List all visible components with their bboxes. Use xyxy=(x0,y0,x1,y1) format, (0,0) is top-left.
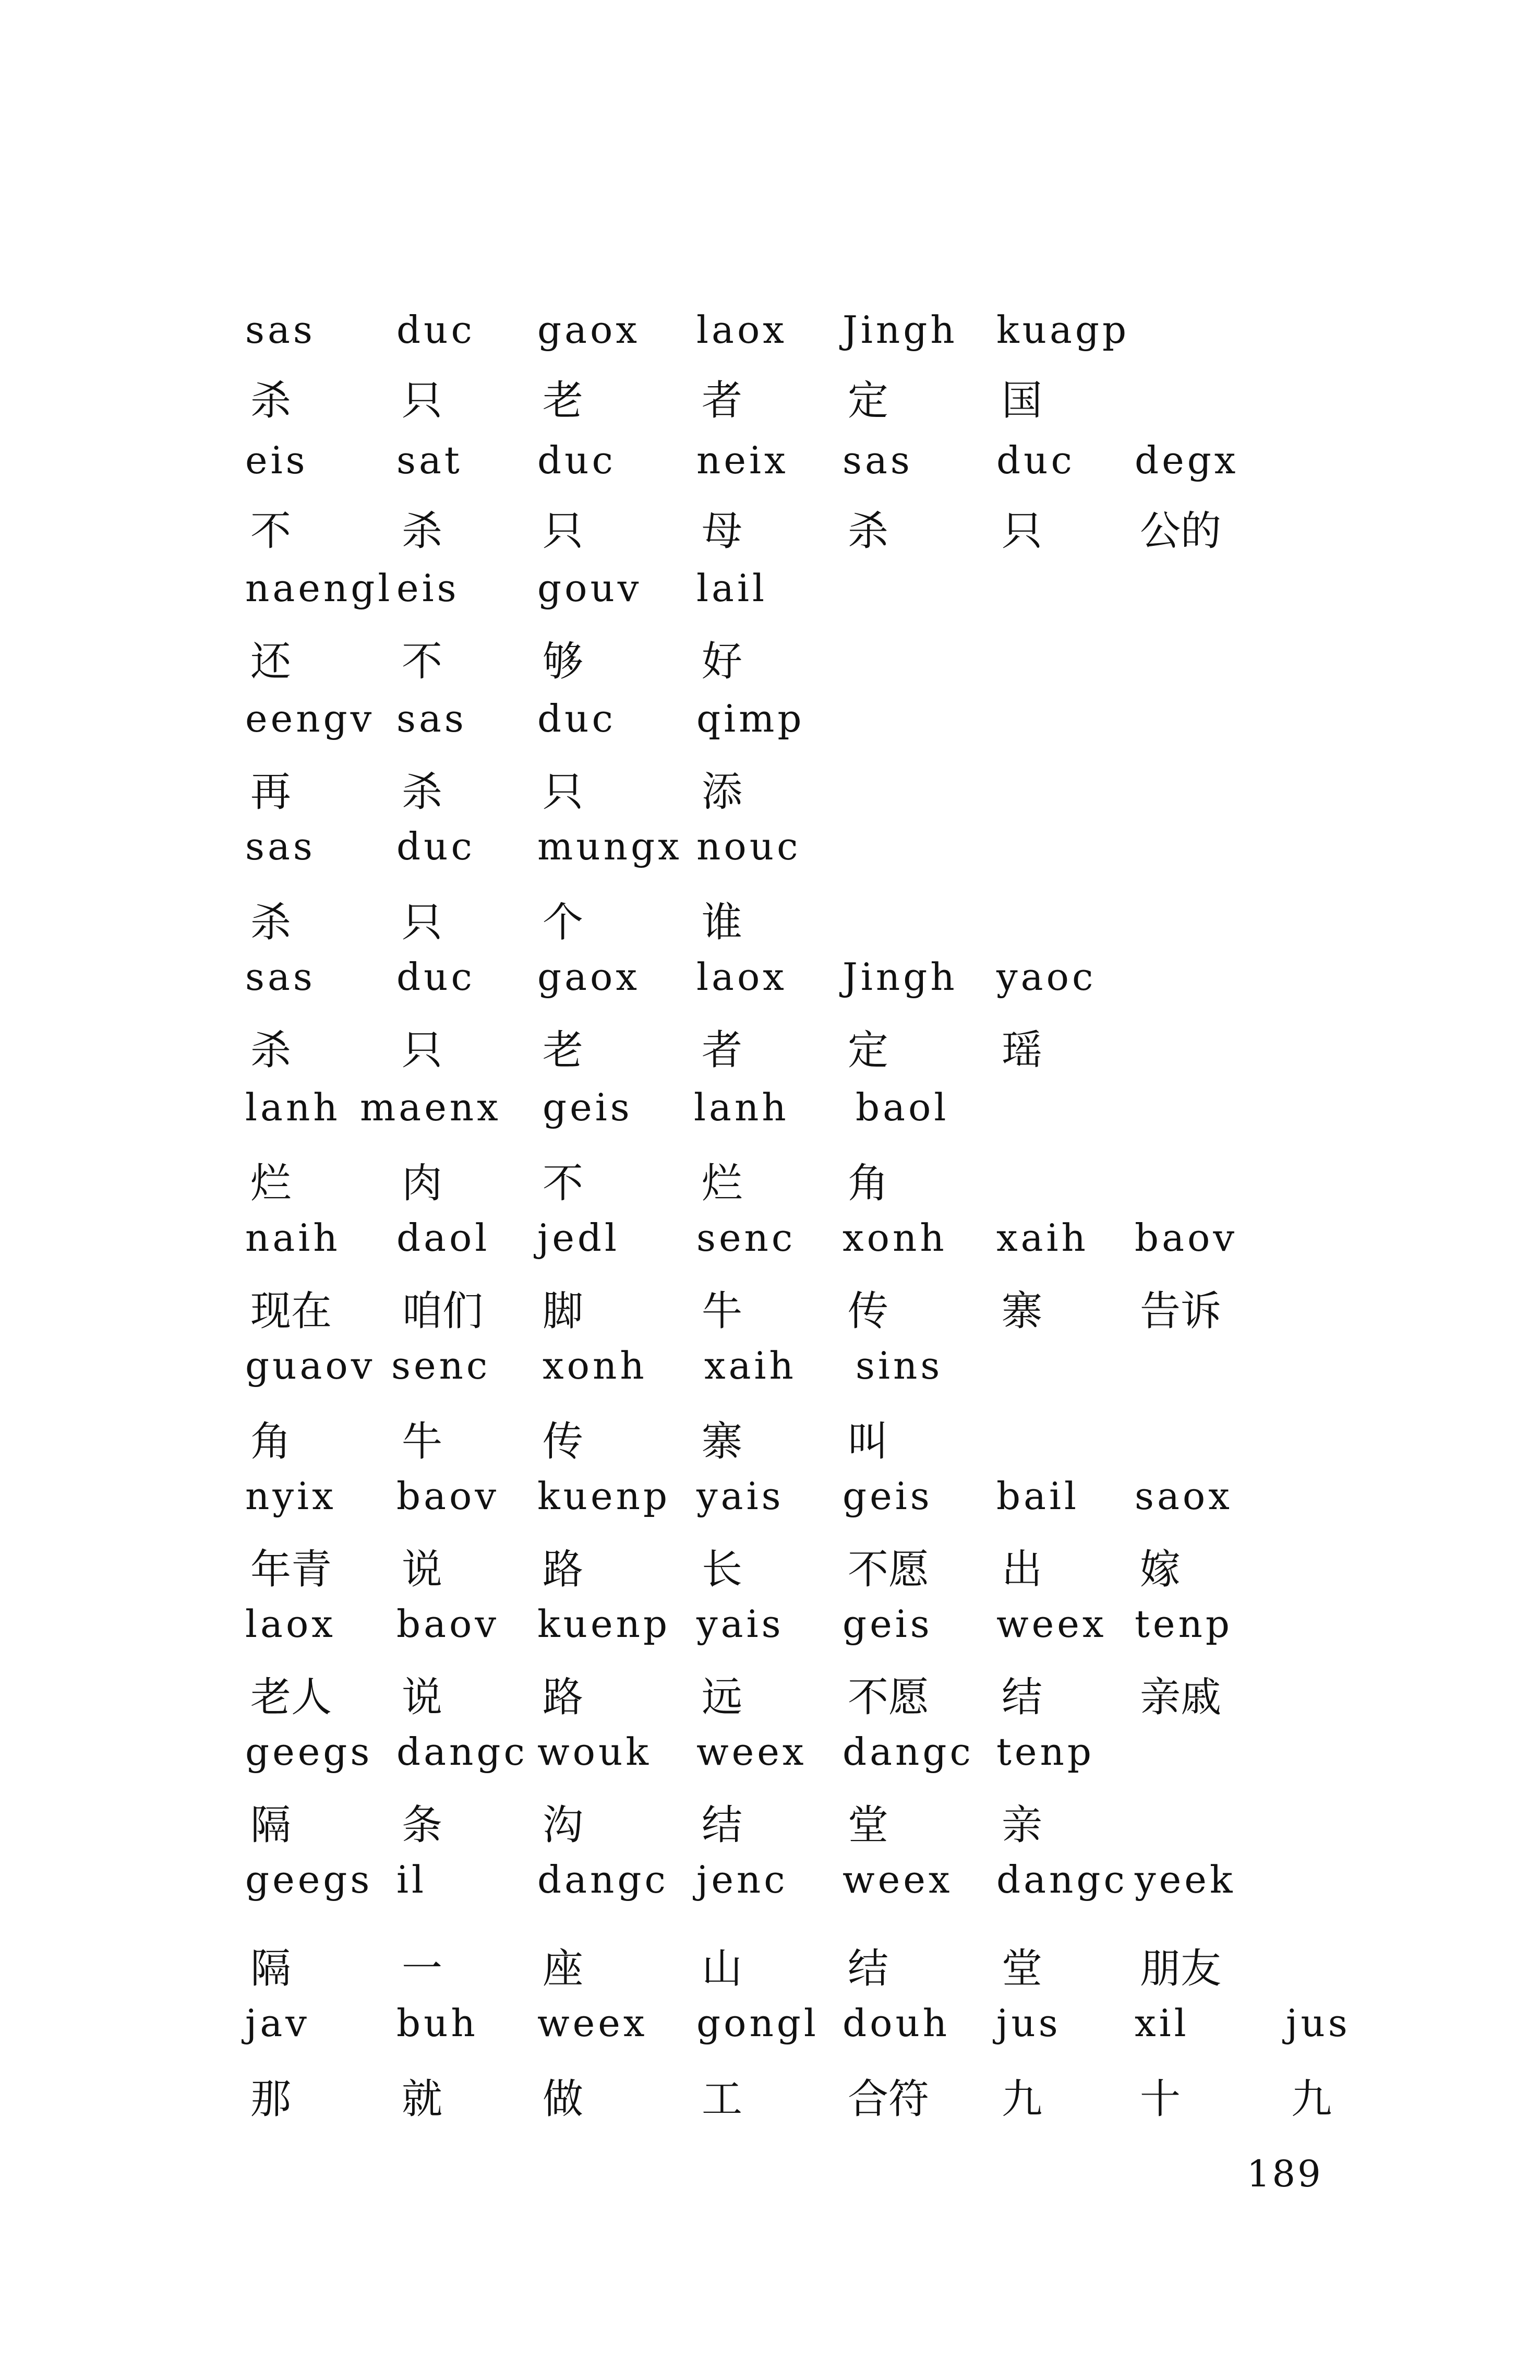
chinese-gloss-word: 脚 xyxy=(543,1288,584,1335)
chinese-gloss-word: 出 xyxy=(1002,1546,1043,1593)
romanized-word: tenp xyxy=(996,1730,1095,1774)
romanized-word: dangc xyxy=(396,1730,528,1774)
chinese-gloss-word: 角 xyxy=(848,1160,889,1207)
romanized-word: qimp xyxy=(696,697,805,740)
romanized-word: gaox xyxy=(537,308,640,352)
romanized-word: naih xyxy=(245,1216,341,1260)
romanized-word: baov xyxy=(1135,1216,1238,1260)
romanized-word: senc xyxy=(391,1344,491,1388)
romanized-word: laox xyxy=(696,308,787,352)
romanized-word: saox xyxy=(1135,1474,1233,1518)
chinese-gloss-word: 定 xyxy=(848,377,889,424)
romanized-word: Jingh xyxy=(843,955,958,999)
chinese-gloss-word: 路 xyxy=(543,1674,584,1721)
romanized-word: daol xyxy=(396,1216,490,1260)
romanized-word: baov xyxy=(396,1474,500,1518)
chinese-gloss-word: 只 xyxy=(402,377,443,424)
chinese-gloss-word: 山 xyxy=(702,1945,743,1992)
chinese-gloss-word: 还 xyxy=(250,638,292,685)
chinese-gloss-word: 年青 xyxy=(250,1546,332,1593)
romanized-word: dangc xyxy=(996,1858,1128,1901)
chinese-gloss-word: 老 xyxy=(543,377,584,424)
chinese-gloss-line xyxy=(0,1151,1540,1213)
chinese-gloss-word: 再 xyxy=(250,769,292,816)
romanized-word: naengl xyxy=(245,566,393,610)
chinese-gloss-word: 结 xyxy=(1002,1674,1043,1721)
romanized-word: geegs xyxy=(245,1858,373,1901)
chinese-gloss-word: 说 xyxy=(402,1674,443,1721)
romanized-word: yais xyxy=(696,1474,784,1518)
romanized-word: gouv xyxy=(537,566,642,610)
romanized-word: jus xyxy=(1286,2001,1351,2045)
chinese-gloss-line xyxy=(0,759,1540,822)
romanized-word: xonh xyxy=(843,1216,947,1260)
romanized-word: weex xyxy=(696,1730,807,1774)
romanized-word: duc xyxy=(537,438,616,482)
romanized-word: weex xyxy=(843,1858,953,1901)
romanized-word: jus xyxy=(996,2001,1061,2045)
romanized-word: wouk xyxy=(537,1730,652,1774)
chinese-gloss-word: 老 xyxy=(543,1027,584,1074)
romanized-line xyxy=(0,1730,1540,1792)
chinese-gloss-line xyxy=(0,890,1540,952)
chinese-gloss-word: 好 xyxy=(702,638,743,685)
chinese-gloss-word: 现在 xyxy=(250,1288,332,1335)
chinese-gloss-word: 九 xyxy=(1291,2076,1332,2123)
romanized-word: bail xyxy=(996,1474,1080,1518)
chinese-gloss-word: 不 xyxy=(543,1160,584,1207)
chinese-gloss-line xyxy=(0,629,1540,691)
chinese-gloss-line xyxy=(0,2066,1540,2129)
chinese-gloss-word: 够 xyxy=(543,638,584,685)
romanized-word: geis xyxy=(843,1602,933,1646)
romanized-word: tenp xyxy=(1135,1602,1233,1646)
chinese-gloss-word: 牛 xyxy=(702,1288,743,1335)
romanized-word: duc xyxy=(396,824,475,868)
romanized-word: eengv xyxy=(245,697,375,740)
romanized-word: sins xyxy=(856,1344,943,1388)
chinese-gloss-word: 隔 xyxy=(250,1802,292,1849)
romanized-word: gaox xyxy=(537,955,640,999)
chinese-gloss-word: 杀 xyxy=(402,508,443,555)
chinese-gloss-word: 杀 xyxy=(402,769,443,816)
romanized-word: nyix xyxy=(245,1474,336,1518)
chinese-gloss-word: 不 xyxy=(402,638,443,685)
chinese-gloss-word: 条 xyxy=(402,1802,443,1849)
chinese-gloss-word: 工 xyxy=(702,2076,743,2123)
chinese-gloss-word: 一 xyxy=(402,1945,443,1992)
chinese-gloss-word: 长 xyxy=(702,1546,743,1593)
romanized-word: yais xyxy=(696,1602,784,1646)
chinese-gloss-word: 只 xyxy=(543,769,584,816)
chinese-gloss-word: 角 xyxy=(250,1418,292,1465)
chinese-gloss-word: 路 xyxy=(543,1546,584,1593)
chinese-gloss-word: 隔 xyxy=(250,1945,292,1992)
romanized-line xyxy=(0,1858,1540,1920)
romanized-word: weex xyxy=(537,2001,648,2045)
romanized-word: geis xyxy=(543,1085,633,1129)
romanized-line xyxy=(0,1085,1540,1148)
chinese-gloss-word: 说 xyxy=(402,1546,443,1593)
chinese-gloss-word: 座 xyxy=(543,1945,584,1992)
romanized-word: dangc xyxy=(843,1730,974,1774)
chinese-gloss-word: 沟 xyxy=(543,1802,584,1849)
romanized-word: laox xyxy=(245,1602,336,1646)
romanized-word: baov xyxy=(396,1602,500,1646)
romanized-word: duc xyxy=(396,955,475,999)
chinese-gloss-word: 谁 xyxy=(702,899,743,946)
romanized-word: sat xyxy=(396,438,463,482)
chinese-gloss-word: 寨 xyxy=(702,1418,743,1465)
chinese-gloss-word: 只 xyxy=(402,1027,443,1074)
romanized-word: gongl xyxy=(696,2001,819,2045)
romanized-word: duc xyxy=(396,308,475,352)
chinese-gloss-line xyxy=(0,1936,1540,1999)
romanized-word: degx xyxy=(1135,438,1239,482)
romanized-word: yeek xyxy=(1135,1858,1236,1901)
chinese-gloss-word: 肉 xyxy=(402,1160,443,1207)
chinese-gloss-word: 瑶 xyxy=(1002,1027,1043,1074)
chinese-gloss-word: 就 xyxy=(402,2076,443,2123)
romanized-word: sas xyxy=(245,955,316,999)
romanized-line xyxy=(0,1344,1540,1406)
chinese-gloss-word: 结 xyxy=(702,1802,743,1849)
chinese-gloss-line xyxy=(0,498,1540,561)
romanized-word: geegs xyxy=(245,1730,373,1774)
chinese-gloss-word: 国 xyxy=(1002,377,1043,424)
romanized-word: xaih xyxy=(996,1216,1089,1260)
romanized-word: xaih xyxy=(704,1344,797,1388)
chinese-gloss-word: 杀 xyxy=(848,508,889,555)
chinese-gloss-line xyxy=(0,1018,1540,1080)
romanized-word: buh xyxy=(396,2001,478,2045)
romanized-word: il xyxy=(396,1858,427,1901)
chinese-gloss-word: 老人 xyxy=(250,1674,332,1721)
chinese-gloss-word: 朋友 xyxy=(1140,1945,1222,1992)
chinese-gloss-word: 寨 xyxy=(1002,1288,1043,1335)
chinese-gloss-word: 嫁 xyxy=(1140,1546,1181,1593)
romanized-word: jav xyxy=(245,2001,310,2045)
chinese-gloss-word: 不愿 xyxy=(848,1674,930,1721)
romanized-word: jenc xyxy=(696,1858,788,1901)
romanized-word: yaoc xyxy=(996,955,1097,999)
romanized-word: sas xyxy=(245,824,316,868)
romanized-word: douh xyxy=(843,2001,951,2045)
chinese-gloss-word: 结 xyxy=(848,1945,889,1992)
chinese-gloss-word: 者 xyxy=(702,1027,743,1074)
chinese-gloss-word: 做 xyxy=(543,2076,584,2123)
chinese-gloss-word: 只 xyxy=(543,508,584,555)
chinese-gloss-word: 十 xyxy=(1140,2076,1181,2123)
chinese-gloss-word: 杀 xyxy=(250,899,292,946)
romanized-line xyxy=(0,697,1540,759)
romanized-word: eis xyxy=(396,566,460,610)
chinese-gloss-word: 传 xyxy=(543,1418,584,1465)
chinese-gloss-line xyxy=(0,1792,1540,1855)
romanized-word: mungx xyxy=(537,824,682,868)
chinese-gloss-line xyxy=(0,1409,1540,1472)
chinese-gloss-word: 不愿 xyxy=(848,1546,930,1593)
romanized-line xyxy=(0,955,1540,1018)
romanized-line xyxy=(0,2001,1540,2064)
romanized-line xyxy=(0,566,1540,629)
chinese-gloss-word: 公的 xyxy=(1140,508,1222,555)
romanized-word: duc xyxy=(996,438,1075,482)
romanized-word: maenx xyxy=(360,1085,501,1129)
romanized-word: sas xyxy=(396,697,467,740)
chinese-gloss-line xyxy=(0,368,1540,430)
romanized-line xyxy=(0,308,1540,370)
romanized-word: eis xyxy=(245,438,308,482)
chinese-gloss-word: 个 xyxy=(543,899,584,946)
chinese-gloss-line xyxy=(0,1665,1540,1727)
chinese-gloss-word: 母 xyxy=(702,508,743,555)
romanized-word: dangc xyxy=(537,1858,669,1901)
romanized-word: xonh xyxy=(543,1344,647,1388)
romanized-word: geis xyxy=(843,1474,933,1518)
chinese-gloss-word: 烂 xyxy=(250,1160,292,1207)
romanized-word: kuagp xyxy=(996,308,1130,352)
chinese-gloss-word: 堂 xyxy=(1002,1945,1043,1992)
chinese-gloss-word: 那 xyxy=(250,2076,292,2123)
chinese-gloss-word: 牛 xyxy=(402,1418,443,1465)
romanized-word: jedl xyxy=(537,1216,620,1260)
romanized-word: lanh xyxy=(245,1085,341,1129)
chinese-gloss-word: 亲 xyxy=(1002,1802,1043,1849)
chinese-gloss-word: 远 xyxy=(702,1674,743,1721)
chinese-gloss-word: 杀 xyxy=(250,1027,292,1074)
chinese-gloss-word: 告诉 xyxy=(1140,1288,1222,1335)
page-number: 189 xyxy=(1247,2152,1323,2195)
romanized-line xyxy=(0,824,1540,887)
romanized-word: duc xyxy=(537,697,616,740)
romanized-line xyxy=(0,1216,1540,1278)
romanized-line xyxy=(0,438,1540,501)
romanized-word: weex xyxy=(996,1602,1107,1646)
romanized-word: kuenp xyxy=(537,1602,671,1646)
romanized-word: kuenp xyxy=(537,1474,671,1518)
chinese-gloss-word: 不 xyxy=(250,508,292,555)
chinese-gloss-line xyxy=(0,1537,1540,1599)
romanized-word: lail xyxy=(696,566,768,610)
romanized-word: sas xyxy=(843,438,913,482)
romanized-word: lanh xyxy=(694,1085,789,1129)
chinese-gloss-word: 只 xyxy=(402,899,443,946)
chinese-gloss-word: 者 xyxy=(702,377,743,424)
chinese-gloss-word: 九 xyxy=(1002,2076,1043,2123)
chinese-gloss-word: 烂 xyxy=(702,1160,743,1207)
chinese-gloss-word: 亲戚 xyxy=(1140,1674,1222,1721)
chinese-gloss-word: 合符 xyxy=(848,2076,930,2123)
chinese-gloss-word: 咱们 xyxy=(402,1288,484,1335)
chinese-gloss-word: 堂 xyxy=(848,1802,889,1849)
romanized-word: laox xyxy=(696,955,787,999)
romanized-word: senc xyxy=(696,1216,796,1260)
romanized-word: baol xyxy=(856,1085,949,1129)
chinese-gloss-word: 杀 xyxy=(250,377,292,424)
romanized-line xyxy=(0,1474,1540,1537)
chinese-gloss-word: 定 xyxy=(848,1027,889,1074)
chinese-gloss-word: 添 xyxy=(702,769,743,816)
chinese-gloss-word: 传 xyxy=(848,1288,889,1335)
romanized-line xyxy=(0,1602,1540,1665)
romanized-word: xil xyxy=(1135,2001,1189,2045)
chinese-gloss-line xyxy=(0,1278,1540,1341)
chinese-gloss-word: 只 xyxy=(1002,508,1043,555)
chinese-gloss-word: 叫 xyxy=(848,1418,889,1465)
romanized-word: nouc xyxy=(696,824,801,868)
romanized-word: Jingh xyxy=(843,308,958,352)
romanized-word: sas xyxy=(245,308,316,352)
romanized-word: neix xyxy=(696,438,789,482)
romanized-word: guaov xyxy=(245,1344,376,1388)
